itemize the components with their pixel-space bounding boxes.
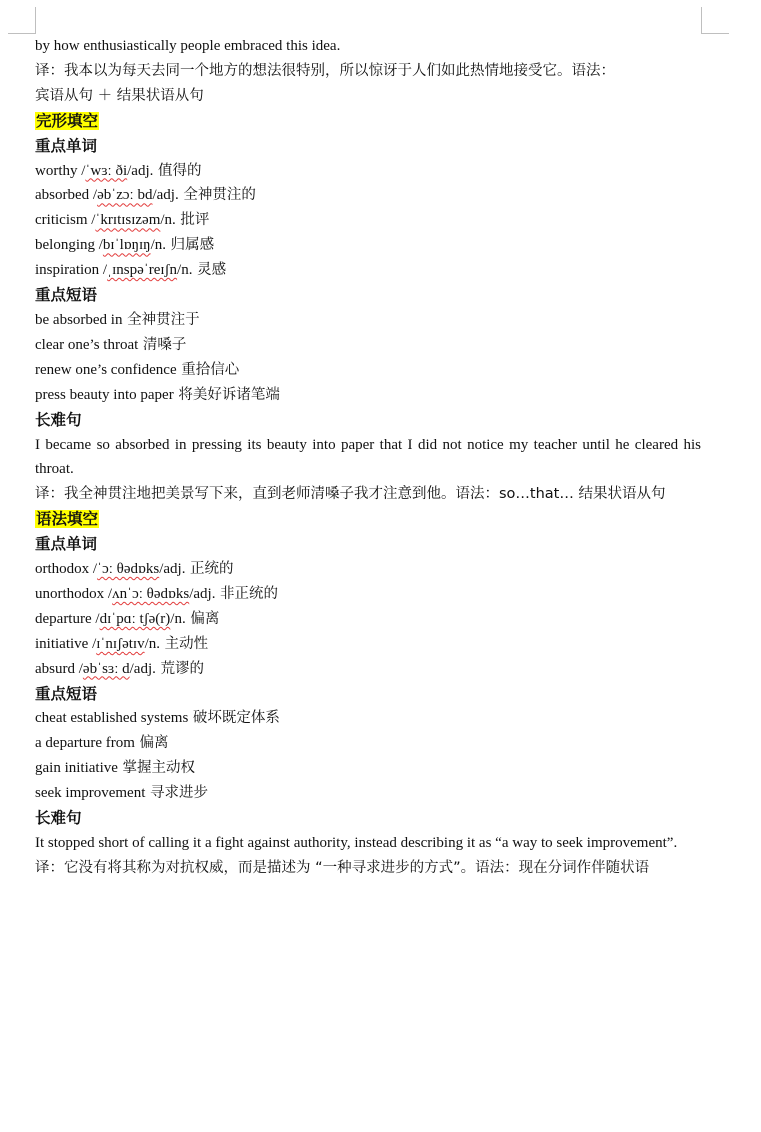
page-corner-mark — [8, 33, 35, 34]
phrase-item: a departure from 偏离 — [35, 735, 169, 752]
subheading-key-words: 重点单词 — [35, 535, 98, 554]
vocab-item: belonging /bɪˈlɒŋɪŋ/n. 归属感 — [35, 237, 215, 254]
subheading-key-phrases: 重点短语 — [35, 286, 98, 305]
document-body — [35, 34, 701, 881]
subheading-long-sentence: 长难句 — [35, 809, 82, 828]
long-sentence: I became so absorbed in pressing its beauty into paper that I did not notice my teacher until he cleared his throat. — [35, 436, 701, 478]
page-corner-mark — [701, 7, 702, 34]
phonetic: əbˈzɔː bd — [97, 187, 153, 204]
sentence-translation: 译：我全神贯注地把美景写下来，直到老师清嗓子我才注意到他。语法：so…that… 结果状语从句 — [35, 486, 666, 503]
phrase-item: press beauty into paper 将美好诉诸笔端 — [35, 386, 280, 403]
phonetic: əbˈsɜː d — [82, 660, 130, 677]
phrase-item: seek improvement 寻求进步 — [35, 785, 208, 802]
vocab-item: absurd /əbˈsɜː d/adj. 荒谬的 — [35, 660, 204, 677]
page-corner-mark — [702, 33, 729, 34]
vocab-item: initiative /ɪˈnɪʃətɪv/n. 主动性 — [35, 635, 209, 652]
phonetic: ˈɔː θədɒks — [97, 561, 160, 578]
sentence-translation: 译：它没有将其称为对抗权威，而是描述为 “一种寻求进步的方式”。语法：现在分词作伴随状语 — [35, 859, 650, 876]
subheading-key-phrases: 重点短语 — [35, 684, 98, 703]
grammar-note: 宾语从句 ＋ 结果状语从句 — [35, 87, 204, 104]
english-text: by how enthusiastically people embraced this idea. — [35, 38, 341, 54]
phrase-item: clear one’s throat 清嗓子 — [35, 336, 187, 353]
phrase-item: gain initiative 掌握主动权 — [35, 760, 196, 777]
highlighted-title: 完形填空 — [36, 111, 99, 130]
vocab-item: departure /dɪˈpɑː tʃə(r)/n. 偏离 — [35, 610, 220, 627]
section-title — [35, 109, 701, 134]
subheading-key-words: 重点单词 — [35, 136, 98, 155]
vocab-item: unorthodox /ʌnˈɔː θədɒks/adj. 非正统的 — [35, 585, 279, 602]
phrase-item: be absorbed in 全神贯注于 — [35, 311, 200, 328]
phonetic: ʌnˈɔː θədɒks — [112, 585, 190, 602]
phrase-item: renew one’s confidence 重拾信心 — [35, 361, 240, 378]
vocab-item: inspiration /ˌɪnspəˈreɪʃn/n. 灵感 — [35, 262, 227, 279]
vocab-item: absorbed /əbˈzɔː bd/adj. 全神贯注的 — [35, 187, 256, 204]
phonetic: dɪˈpɑː tʃə(r) — [99, 610, 171, 627]
phonetic: ˈkrɪtɪsɪzəm — [95, 212, 161, 229]
vocab-item: worthy /ˈwɜː ði/adj. 值得的 — [35, 162, 202, 179]
subheading-long-sentence: 长难句 — [35, 410, 82, 429]
page-corner-mark — [35, 7, 36, 34]
section-title — [35, 507, 701, 532]
vocab-item: orthodox /ˈɔː θədɒks/adj. 正统的 — [35, 561, 234, 578]
long-sentence: It stopped short of calling it a fight against authority, instead describing it as “a way to seek improvement”. — [35, 835, 678, 851]
translation-text: 译：我本以为每天去同一个地方的想法很特别，所以惊讶于人们如此热情地接受它。语法： — [35, 62, 615, 79]
phonetic: ˌɪnspəˈreɪʃn — [107, 262, 178, 279]
phonetic: ɪˈnɪʃətɪv — [96, 635, 145, 652]
phonetic: bɪˈlɒŋɪŋ — [102, 237, 151, 254]
highlighted-title: 语法填空 — [36, 510, 99, 529]
phonetic: ˈwɜː ði — [85, 162, 128, 179]
vocab-item: criticism /ˈkrɪtɪsɪzəm/n. 批评 — [35, 212, 210, 229]
phrase-item: cheat established systems 破坏既定体系 — [35, 710, 280, 727]
